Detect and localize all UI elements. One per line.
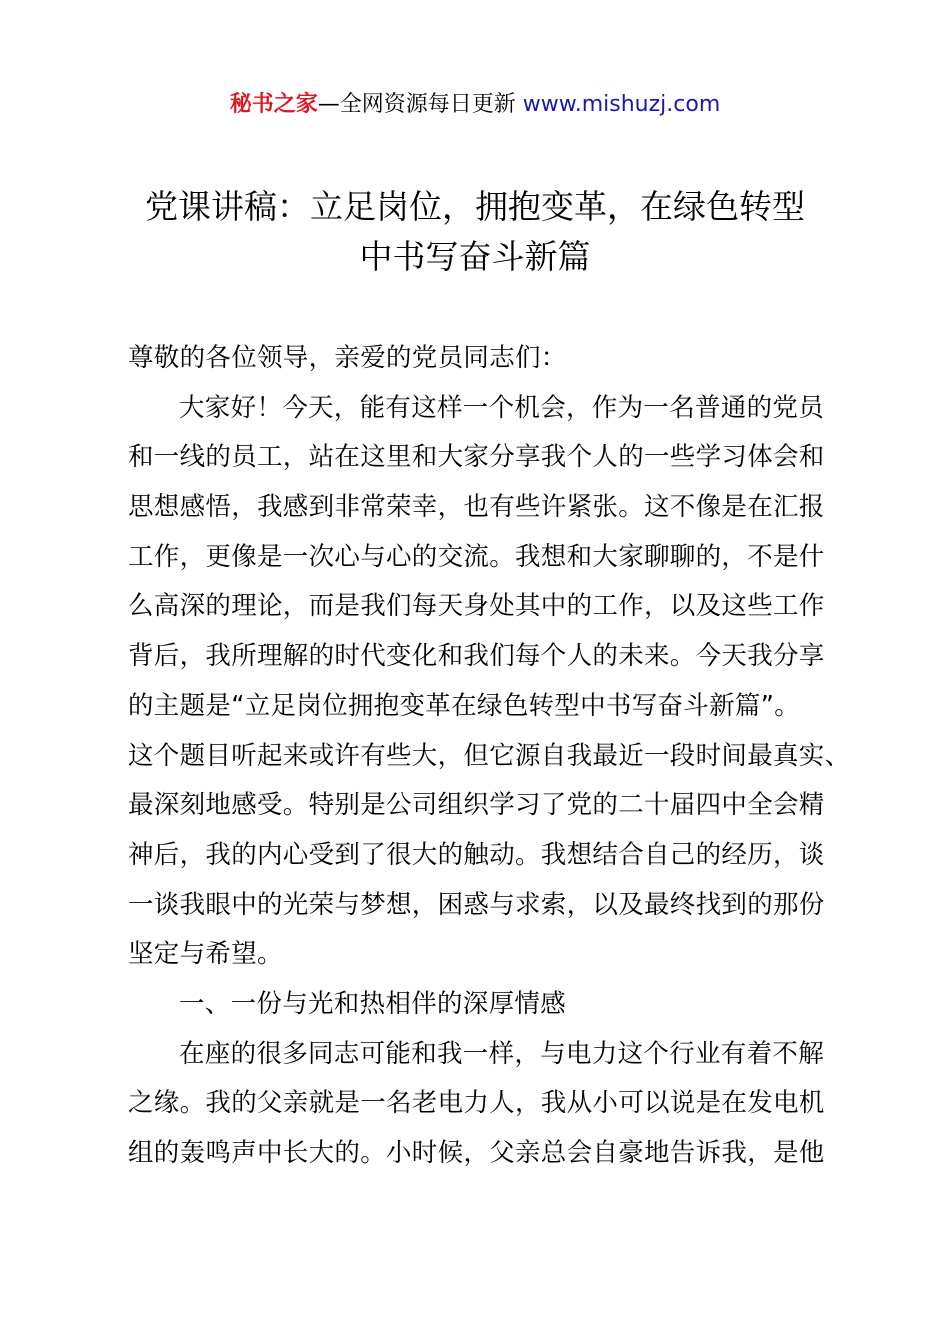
- paragraph-line: 最深刻地感受。特别是公司组织学习了党的二十届四中全会精: [128, 790, 825, 821]
- salutation: 尊敬的各位领导，亲爱的党员同志们：: [128, 343, 567, 373]
- document-body: [128, 334, 851, 1179]
- paragraph-line: 大家好！今天，能有这样一个机会，作为一名普通的党员: [179, 392, 825, 423]
- paragraph-line: 的主题是“立足岗位拥抱变革在绿色转型中书写奋斗新篇”。: [128, 690, 801, 721]
- paragraph-line: 背后，我所理解的时代变化和我们每个人的未来。今天我分享: [128, 641, 825, 672]
- paragraph-line: 之缘。我的父亲就是一名老电力人，我从小可以说是在发电机: [128, 1088, 825, 1119]
- paragraph-line: 和一线的员工，站在这里和大家分享我个人的一些学习体会和: [128, 442, 825, 473]
- paragraph-line: 思想感悟，我感到非常荣幸，也有些许紧张。这不像是在汇报: [128, 492, 825, 523]
- paragraph-line: 神后，我的内心受到了很大的触动。我想结合自己的经历，谈: [128, 839, 825, 870]
- site-url-link[interactable]: www.mishuzj.com: [522, 92, 721, 117]
- site-header: [0, 88, 950, 122]
- paragraph-line: 一谈我眼中的光荣与梦想，困惑与求索，以及最终找到的那份: [128, 889, 825, 920]
- paragraph-line: 在座的很多同志可能和我一样，与电力这个行业有着不解: [179, 1038, 825, 1069]
- header-tagline: —全网资源每日更新: [317, 92, 516, 117]
- title-line: 党课讲稿：立足岗位，拥抱变革，在绿色转型: [145, 187, 805, 226]
- paragraph-line: 么高深的理论，而是我们每天身处其中的工作，以及这些工作: [128, 591, 825, 622]
- paragraph-line: 坚定与希望。: [128, 939, 283, 970]
- title-line: 中书写奋斗新篇: [359, 237, 591, 276]
- brand-name: 秘书之家: [229, 92, 318, 117]
- section-heading: 一、一份与光和热相伴的深厚情感: [179, 988, 567, 1019]
- document-title: [100, 182, 850, 282]
- paragraph-line: 这个题目听起来或许有些大，但它源自我最近一段时间最真实、: [128, 740, 851, 771]
- paragraph-line: 工作，更像是一次心与心的交流。我想和大家聊聊的，不是什: [128, 541, 825, 572]
- paragraph-line: 组的轰鸣声中长大的。小时候，父亲总会自豪地告诉我，是他: [128, 1138, 825, 1168]
